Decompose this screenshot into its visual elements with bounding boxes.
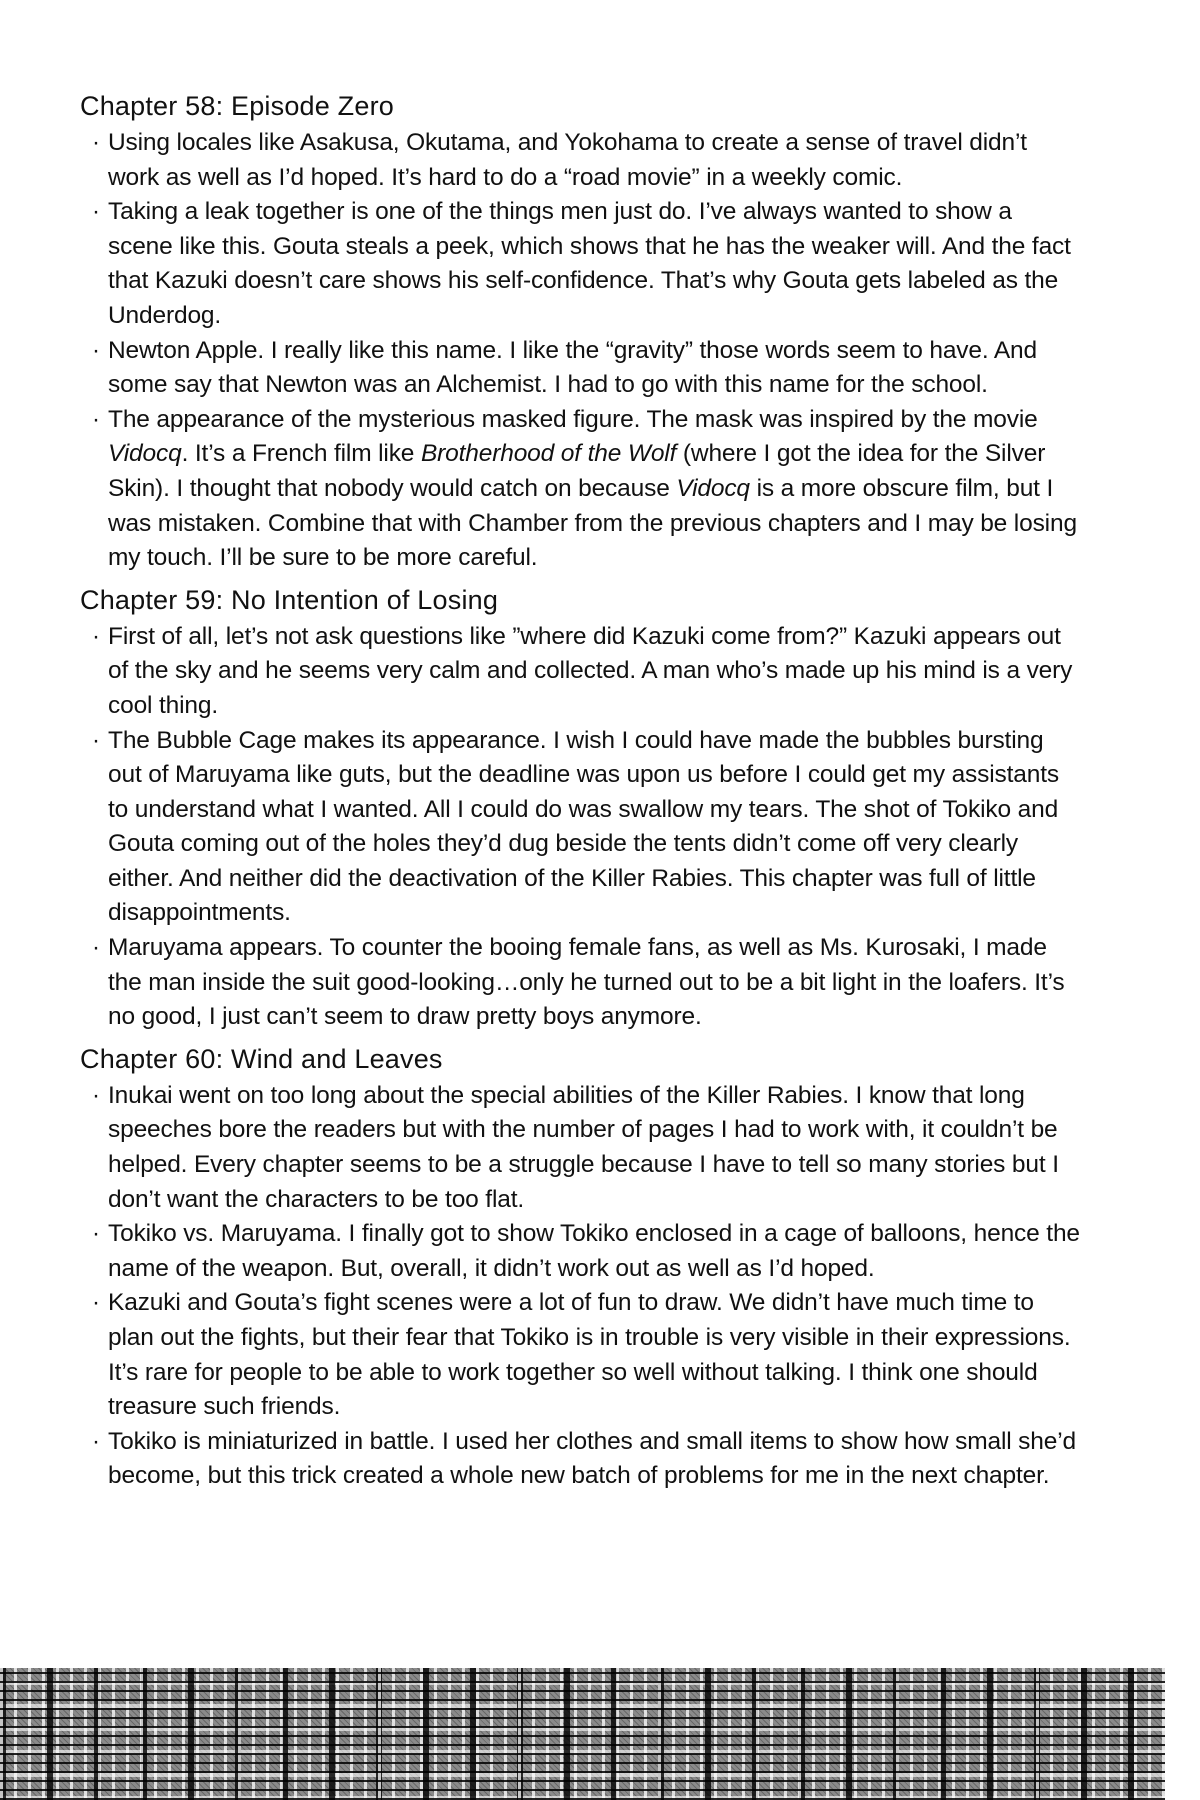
chapter-section xyxy=(80,88,1080,576)
bullet-mark: · xyxy=(92,129,100,156)
notes-list xyxy=(80,620,1080,1035)
notes-list xyxy=(80,1079,1080,1494)
note-text: Kazuki and Gouta’s fight scenes were a lot of fun to draw. We didn’t have much time to plan out the fights, but their fear that Tokiko is in trouble is very visible in their expressions. It’s rare for people to be able to work together so well without talking. I think one should treasure such friends. xyxy=(108,1289,1071,1421)
chapter-title: Chapter 58: Episode Zero xyxy=(80,91,394,121)
note-item xyxy=(80,620,1080,724)
note-text: The appearance of the mysterious masked figure. The mask was inspired by the movie xyxy=(108,405,1038,433)
note-text: is a more obscure film, but I was mistaken. Combine that with Chamber from the previous chapters and I may be losing my touch. I’ll be sure to be more careful. xyxy=(108,474,1077,572)
note-text: Newton Apple. I really like this name. I like the “gravity” those words seem to have. And some say that Newton was an Alchemist. I had to go with this name for the school. xyxy=(108,336,1037,399)
note-text: Taking a leak together is one of the things men just do. I’ve always wanted to show a scene like this. Gouta steals a peek, which shows that he has the weaker will. And the fact that Kazuki doesn’t care shows his self-confidence. That’s why Gouta gets labeled as the Underdog. xyxy=(108,198,1071,329)
film-title: Vidocq xyxy=(676,474,750,502)
note-text: Tokiko vs. Maruyama. I finally got to show Tokiko enclosed in a cage of balloons, hence the name of the weapon. But, overall, it didn’t work out as well as I’d hoped. xyxy=(108,1220,1080,1282)
note-text: Inukai went on too long about the special abilities of the Killer Rabies. I know that long speeches bore the readers but with the number of pages I had to work with, it couldn’t be helped. Every chapter seems to be a struggle because I have to tell so many stories but I don’t want the characters to be too flat. xyxy=(108,1081,1059,1213)
note-item xyxy=(80,403,1080,576)
notes-page xyxy=(80,88,1080,1500)
note-text: Tokiko is miniaturized in battle. I used her clothes and small items to show how small she’d become, but this trick created a whole new batch of problems for me in the next chapter. xyxy=(108,1427,1077,1490)
film-title: Brotherhood of the Wolf xyxy=(420,440,677,468)
bullet-mark: · xyxy=(92,405,100,433)
bullet-mark: · xyxy=(92,336,100,364)
note-text: Using locales like Asakusa, Okutama, and Yokohama to create a sense of travel didn’t work as well as I’d hoped. It’s hard to do a “road movie” in a weekly comic. xyxy=(108,129,1027,191)
note-item xyxy=(80,126,1080,195)
note-text: . It’s a French film like xyxy=(181,440,421,468)
note-item xyxy=(80,1286,1080,1424)
bullet-mark: · xyxy=(92,726,100,754)
bullet-mark: · xyxy=(92,1427,100,1455)
chapter-section xyxy=(80,582,1080,1035)
note-item xyxy=(80,1425,1080,1494)
chapter-section xyxy=(80,1041,1080,1494)
note-item xyxy=(80,931,1080,1035)
bullet-mark: · xyxy=(92,198,100,226)
note-text: First of all, let’s not ask questions like ”where did Kazuki come from?” Kazuki appears out of the sky and he seems very calm and collected. A man who’s made up his mind is a very cool thing. xyxy=(108,622,1073,719)
notes-list xyxy=(80,126,1080,576)
note-text: (where I got the idea for the Silver Skin). I thought that nobody would catch on because xyxy=(108,440,1046,502)
film-title: Vidocq xyxy=(108,440,182,468)
bullet-mark: · xyxy=(92,1220,100,1248)
note-item xyxy=(80,1079,1080,1217)
bullet-mark: · xyxy=(92,1289,100,1317)
note-item xyxy=(80,334,1080,403)
note-item xyxy=(80,1217,1080,1286)
note-text: The Bubble Cage makes its appearance. I wish I could have made the bubbles bursting out of Maruyama like guts, but the deadline was upon us before I could get my assistants to understand what I wanted. All I could do was swallow my tears. The shot of Tokiko and Gouta coming out of the holes they’d dug beside the tents didn’t come off very clearly either. And neither did the deactivation of the Killer Rabies. This chapter was full of little disappointments. xyxy=(108,726,1060,927)
bullet-mark: · xyxy=(92,1081,100,1109)
decorative-screentone-border xyxy=(0,1668,1165,1800)
chapter-title: Chapter 60: Wind and Leaves xyxy=(80,1043,443,1074)
chapter-title: Chapter 59: No Intention of Losing xyxy=(80,584,499,615)
bullet-mark: · xyxy=(92,622,100,650)
note-text: Maruyama appears. To counter the booing female fans, as well as Ms. Kurosaki, I made the man inside the suit good-looking…only he turned out to be a bit light in the loafers. It’s no good, I just can’t seem to draw pretty boys anymore. xyxy=(108,934,1065,1031)
note-item xyxy=(80,195,1080,333)
bullet-mark: · xyxy=(92,934,100,962)
note-item xyxy=(80,724,1080,932)
